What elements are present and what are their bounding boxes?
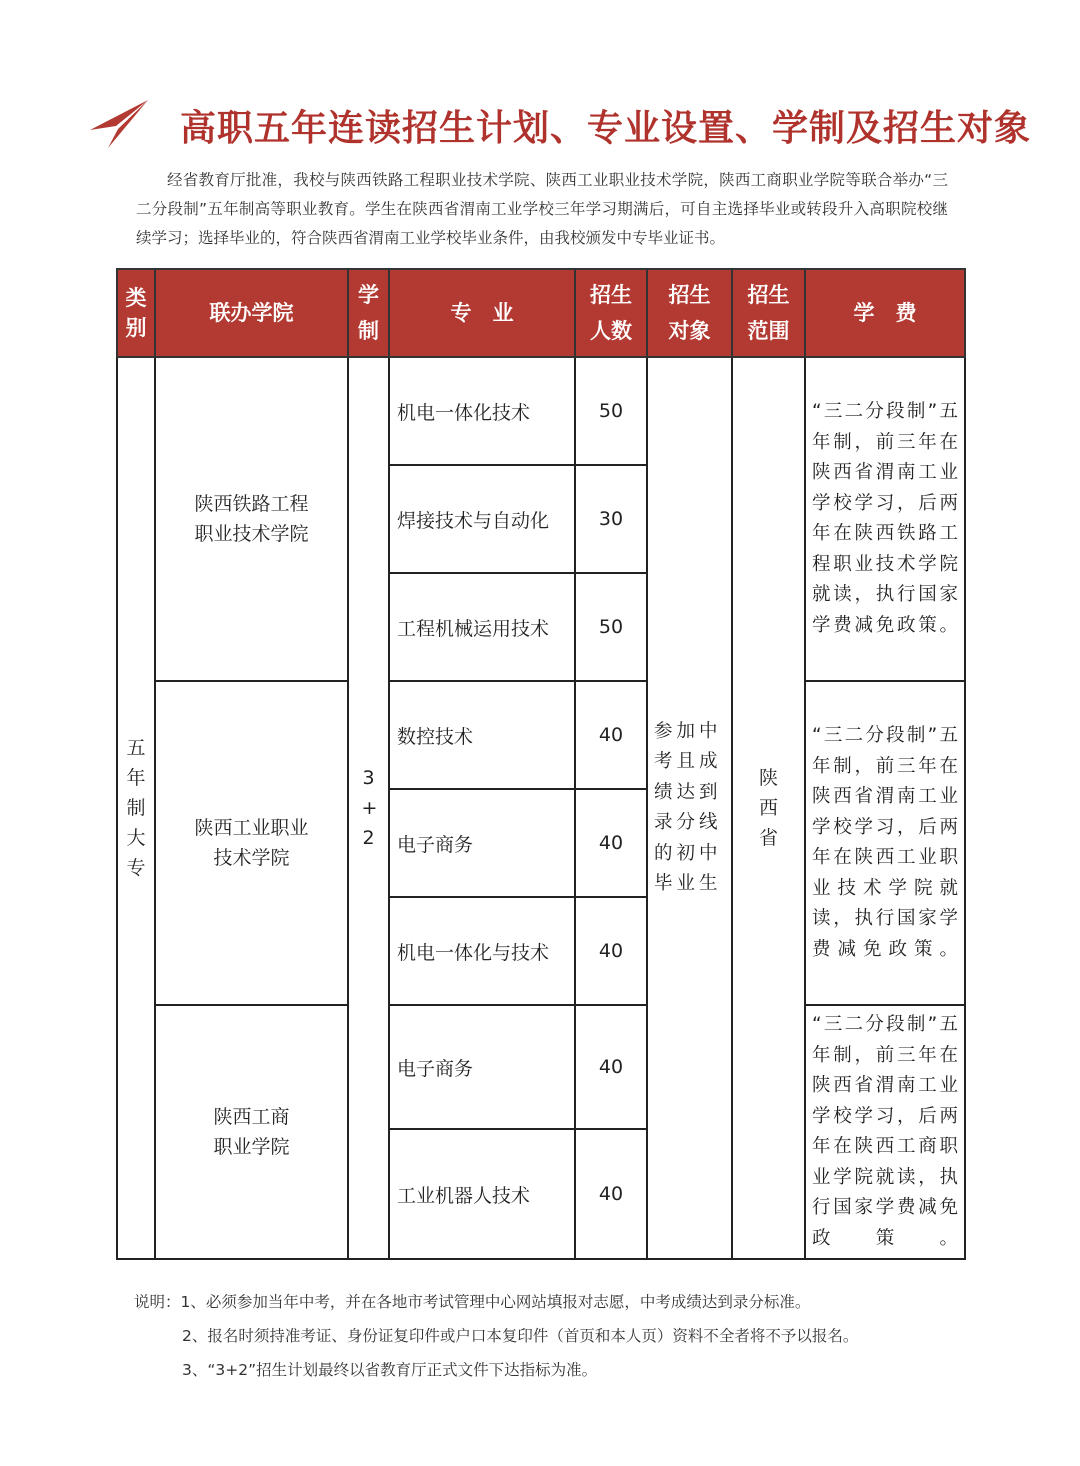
enrollment-table [116, 268, 966, 1260]
header-college: 联办学院 [155, 269, 348, 357]
college-cell: 陕西工商 职业学院 [155, 1005, 348, 1259]
note-item: 3、“3+2”招生计划最终以省教育厅正式文件下达指标为准。 [182, 1361, 598, 1379]
category-cell: 五年制大专 [117, 357, 155, 1259]
major-cell: 数控技术 [389, 681, 575, 789]
header-fee: 学 费 [805, 269, 965, 357]
note-item: 2、报名时须持准考证、身份证复印件或户口本复印件（首页和本人页）资料不全者将不予以报名。 [182, 1327, 859, 1345]
table-header-row [117, 269, 965, 357]
target-cell: 参加中考且成绩达到录分线的初中毕业生 [647, 357, 732, 1259]
header-range: 招生范围 [732, 269, 805, 357]
table-row [117, 681, 965, 789]
major-cell: 电子商务 [389, 1005, 575, 1129]
header-count: 招生人数 [575, 269, 647, 357]
count-cell: 50 [575, 573, 647, 681]
table-row [117, 1005, 965, 1129]
note-item: 说明：1、必须参加当年中考，并在各地市考试管理中心网站填报对志愿，中考成绩达到录分标准。 [134, 1293, 811, 1311]
header-system: 学制 [348, 269, 389, 357]
page-title: 高职五年连读招生计划、专业设置、学制及招生对象 [180, 107, 1032, 149]
header-target: 招生对象 [647, 269, 732, 357]
paper-plane-icon [88, 96, 152, 152]
major-cell: 工程机械运用技术 [389, 573, 575, 681]
range-cell: 陕西省 [732, 357, 805, 1259]
header-major: 专 业 [389, 269, 575, 357]
count-cell: 40 [575, 897, 647, 1005]
college-cell: 陕西工业职业 技术学院 [155, 681, 348, 1005]
count-cell: 30 [575, 465, 647, 573]
intro-text: 经省教育厅批准，我校与陕西铁路工程职业技术学院、陕西工业职业技术学院，陕西工商职业学院等联合举办“三二分段制”五年制高等职业教育。学生在陕西省渭南工业学校三年学习期满后，可自主选择毕业或转段升入高职院校继续学习；选择毕业的，符合陕西省渭南工业学校毕业条件，由我校颁发中专毕业证书。 [136, 171, 948, 247]
system-cell: 3+2 [348, 357, 389, 1259]
table-row [117, 357, 965, 465]
major-cell: 机电一体化与技术 [389, 897, 575, 1005]
college-cell: 陕西铁路工程 职业技术学院 [155, 357, 348, 681]
major-cell: 电子商务 [389, 789, 575, 897]
count-cell: 50 [575, 357, 647, 465]
count-cell: 40 [575, 1005, 647, 1129]
intro-paragraph [136, 166, 948, 253]
fee-cell: “三二分段制”五年制，前三年在陕西省渭南工业学校学习，后两年在陕西工业职业技术学院就读，执行国家学费减免政策。 [805, 681, 965, 1005]
major-cell: 机电一体化技术 [389, 357, 575, 465]
count-cell: 40 [575, 789, 647, 897]
count-cell: 40 [575, 1129, 647, 1259]
page-header [88, 96, 1032, 156]
header-category: 类别 [117, 269, 155, 357]
major-cell: 焊接技术与自动化 [389, 465, 575, 573]
major-cell: 工业机器人技术 [389, 1129, 575, 1259]
fee-cell: “三二分段制”五年制，前三年在陕西省渭南工业学校学习，后两年在陕西工商职业学院就读，执行国家学费减免政策。 [805, 1005, 965, 1259]
notes-section [134, 1285, 858, 1387]
fee-cell: “三二分段制”五年制，前三年在陕西省渭南工业学校学习，后两年在陕西铁路工程职业技术学院就读，执行国家学费减免政策。 [805, 357, 965, 681]
count-cell: 40 [575, 681, 647, 789]
